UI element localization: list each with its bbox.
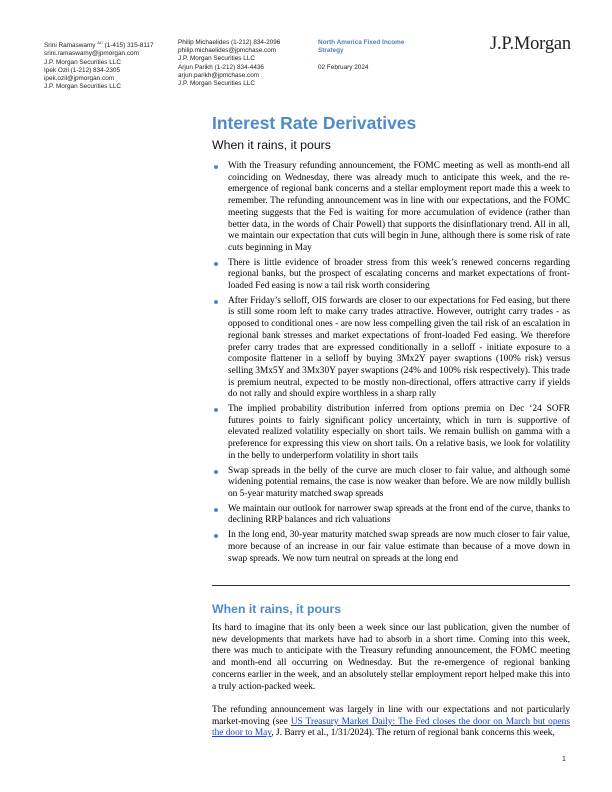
bullet-dot-icon [214, 408, 218, 412]
page-subtitle: When it rains, it pours [212, 138, 331, 152]
contact-name: Arjun Parikh (1-212) 834-4436 [178, 63, 264, 71]
page-title: Interest Rate Derivatives [212, 113, 417, 133]
contact-firm: J.P. Morgan Securities LLC [44, 58, 121, 66]
bullet-dot-icon [214, 300, 218, 304]
bullet-dot-icon [214, 508, 218, 512]
section-heading: When it rains, it pours [212, 602, 342, 616]
report-date: 02 February 2024 [318, 63, 369, 71]
contact-firm: J.P. Morgan Securities LLC [178, 80, 255, 88]
page-number: 1 [562, 756, 566, 763]
body-paragraph: The refunding announcement was largely in line with our expectations and not particularly market-moving (see US Treasury Market Daily: The Fed closes the door on March but opens the door to May, J. Barry et al., 1/31/2024). The return of regional bank concerns this week, [212, 705, 570, 739]
contact-email[interactable]: ipek.ozil@jpmorgan.com [44, 74, 115, 82]
contact-name: Srini Ramaswamy $^{AC}$ (1-415) 315-8117 [44, 40, 154, 50]
contact-email[interactable]: srini.ramaswamy@jpmorgan.com [44, 50, 139, 58]
report-link[interactable]: US Treasury Market Daily: The Fed closes the door on March but opens the door to May [212, 716, 570, 739]
category-line: Strategy [318, 47, 344, 55]
bullet-item: After Friday’s selloff, OIS forwards are closer to our expectations for Fed easing, but there is still some room left to make carry trades attractive. However, outright carry trades - as opposed to conditional ones - are now less compelling given the tail risk of an escalation in regional bank stresses and market expectations of front-loaded Fed easing. We therefore prefer carry trades that are expressed conditionally in a selloff - initiate exposure to a composite flattener in a selloff by buying 3Mx2Y payer swaptions (100% risk) versus selling 3Mx5Y and 3Mx30Y payer swaptions (24% and 100% risk respectively). This trade is premium neutral, expected to be mostly non-directional, offers attractive carry if yields do not rally and should expire worthless in a sharp rally [212, 296, 570, 401]
jpmorgan-logo: J.P.Morgan [490, 34, 571, 54]
bullet-dot-icon [214, 534, 218, 538]
divider [212, 585, 570, 586]
bullet-item: The implied probability distribution inferred from options premia on Dec ‘24 SOFR futures points to fairly significant policy uncertainty, which in turn is supportive of elevated realized volatility especially on short tails. We remain bullish on gamma with a preference for expressing this view on short tails. On a relative basis, we look for volatility in the belly to underperform volatility in short tails [212, 404, 570, 463]
bullet-dot-icon [214, 165, 218, 169]
contact-name: Philip Michaelides (1-212) 834-2096 [178, 39, 281, 46]
bullet-item: We maintain our outlook for narrower swap spreads at the front end of the curve, thanks to declining RRP balances and rich valuations [212, 504, 570, 527]
bullet-item: In the long end, 30-year maturity matched swap spreads are now much closer to fair value, more because of an increase in our fair value estimate than because of a move down in swap spreads. We now turn neutral on spreads at the long end [212, 530, 570, 565]
header-contacts-col1 [44, 39, 154, 91]
category-line: North America Fixed Income [318, 39, 405, 46]
body-paragraph: Its hard to imagine that its only been a week since our last publication, given the number of new developments that markets have had to absorb in a short time. Coming into this week, there was much to anticipate with the Treasury refunding announcement, the FOMC meeting and month-end all occurring on Wednesday. But the re-emergence of regional banking concerns earlier in the week, and an absolutely stellar employment report helped make this into a truly action-packed week. [212, 623, 570, 692]
bullet-item: With the Treasury refunding announcement, the FOMC meeting as well as month-end all coinciding on Wednesday, there was already much to anticipate this week, and the re-emergence of regional bank concerns and a stellar employment report made this a week to remember. The refunding announcement was in line with our expectations, and the FOMC meeting suggests that the Fed is waiting for more accumulation of evidence (rather than better data, in the words of Chair Powell) that supports the disinflationary trend. All in all, we maintain our expectation that cuts will begin in June, although there is some risk of rate cuts beginning in May [212, 161, 570, 255]
bullet-dot-icon [214, 262, 218, 266]
summary-bullets [212, 161, 570, 568]
contact-firm: J.P. Morgan Securities LLC [178, 55, 255, 63]
bullet-item: There is little evidence of broader stress from this week’s renewed concerns regarding regional banks, but the prospect of escalating concerns and market expectations of front-loaded Fed easing is now a tail risk worth considering [212, 258, 570, 293]
bullet-dot-icon [214, 470, 218, 474]
contact-email[interactable]: philip.michaelides@jpmchase.com [178, 47, 277, 55]
contact-email[interactable]: arjun.parikh@jpmchase.com [178, 71, 260, 79]
header-category [318, 39, 404, 72]
contact-firm: J.P. Morgan Securities LLC [44, 83, 121, 91]
bullet-item: Swap spreads in the belly of the curve are much closer to fair value, and although some widening potential remains, the case is now weaker than before. We are now mildly bullish on 5-year maturity matched swap spreads [212, 466, 570, 501]
contact-name: Ipek Ozil (1-212) 834-2305 [44, 66, 121, 74]
header-contacts-col2 [178, 39, 280, 88]
